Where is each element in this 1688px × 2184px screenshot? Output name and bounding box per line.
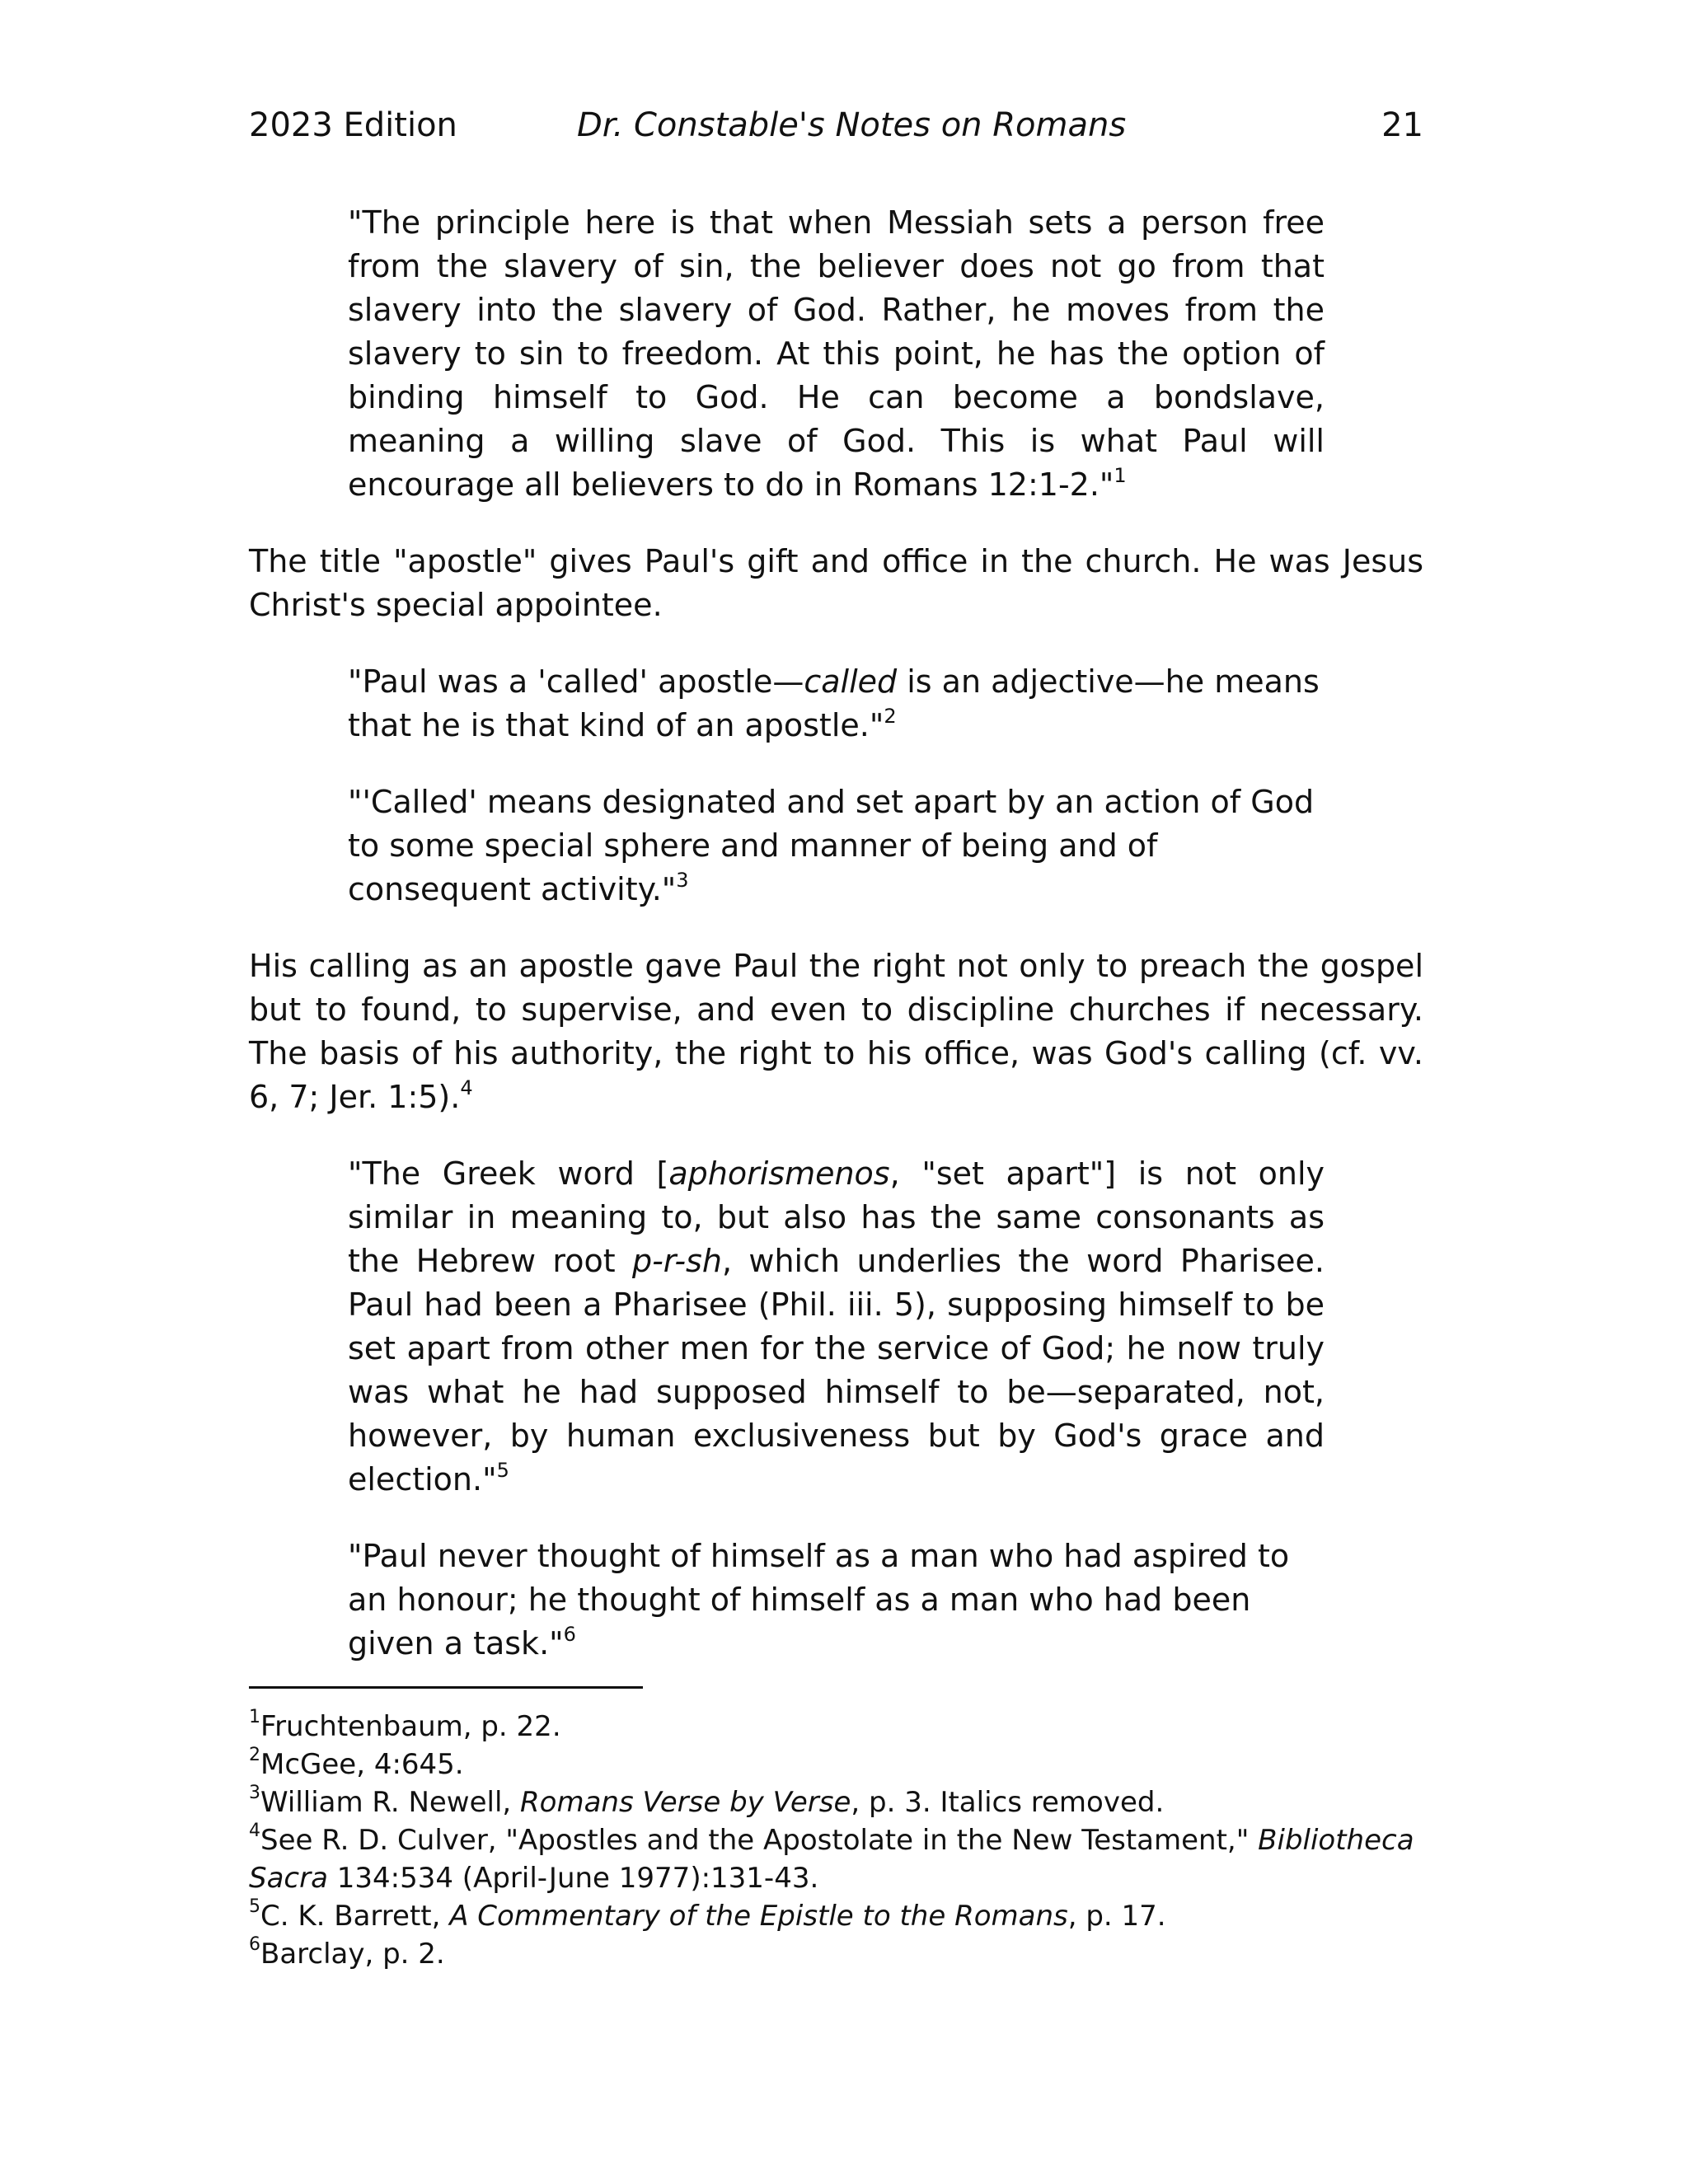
- block-quote-3: [348, 780, 1325, 912]
- footnote-italic-text: A Commentary of the Epistle to the Romans: [449, 1900, 1068, 1933]
- quote-text: is an adjective—he means that he is that kind of an apostle.": [348, 663, 1320, 743]
- footnote-ref: 3: [676, 869, 689, 893]
- footnote-italic-text: Romans Verse by Verse: [520, 1786, 851, 1819]
- footnote-number: 2: [249, 1744, 260, 1765]
- footnote-5: [249, 1897, 1423, 1935]
- footnote-ref: 2: [884, 705, 897, 729]
- quote-italic-text: called: [804, 663, 898, 700]
- footnote-number: 5: [249, 1896, 260, 1917]
- page-header: [249, 102, 1423, 148]
- block-quote-4: [348, 1152, 1325, 1502]
- quote-text: "The Greek word [: [348, 1155, 669, 1192]
- footnote-2: [249, 1746, 1423, 1783]
- block-quote-5: [348, 1535, 1325, 1666]
- paragraph-1: [249, 540, 1423, 627]
- footnote-text: , p. 17.: [1067, 1900, 1166, 1933]
- footnote-ref: 6: [563, 1623, 576, 1647]
- quote-text: "Paul never thought of himself as a man who had aspired to an honour; he thought of himself as a man who had been given a task.": [348, 1538, 1290, 1661]
- footnote-ref: 1: [1114, 464, 1127, 488]
- footnote-text: Barclay, p. 2.: [260, 1938, 445, 1971]
- footnote-number: 1: [249, 1706, 260, 1727]
- quote-text: "The principle here is that when Messiah sets a person free from the slavery of sin, the believer does not go from that slavery into the slavery of God. Rather, he moves from the slavery to sin to freedom. At this point, he has the option of binding himself to God. He can become a bondslave, meaning a willing slave of God. This is what Paul will encourage all believers to do in Romans 12:1-2.": [348, 204, 1325, 503]
- quote-text: , "set apart"] is not only similar in meaning to, but also has the same consonants as the Hebrew root: [348, 1155, 1325, 1279]
- footnotes: [249, 1708, 1423, 1973]
- paragraph-text: His calling as an apostle gave Paul the right not only to preach the gospel but to found, to supervise, and even to discipline churches if necessary. The basis of his authority, the right to his office, was God's calling (cf. vv. 6, 7; Jer. 1:5).: [249, 948, 1423, 1115]
- block-quote-1: [348, 201, 1325, 507]
- footnote-text: C. K. Barrett,: [260, 1900, 450, 1933]
- footnote-italic-text: Bibliotheca Sacra: [249, 1824, 1414, 1895]
- footnote-3: [249, 1783, 1423, 1821]
- footnote-text: McGee, 4:645.: [260, 1748, 464, 1781]
- page-number: 21: [1381, 106, 1423, 144]
- main-text: [249, 201, 1423, 1666]
- footnote-text: See R. D. Culver, "Apostles and the Apostolate in the New Testament,": [260, 1824, 1259, 1857]
- footnote-6: [249, 1935, 1423, 1973]
- quote-text: , which underlies the word Pharisee. Paul had been a Pharisee (Phil. iii. 5), supposing himself to be set apart from other men for the service of God; he now truly was what he had supposed himself to be—separated, not, however, by human exclusiveness but by God's grace and election.": [348, 1243, 1325, 1497]
- document-title: Dr. Constable's Notes on Romans: [577, 106, 1127, 144]
- footnote-number: 6: [249, 1933, 260, 1955]
- edition-label: 2023 Edition: [249, 106, 457, 144]
- footnote-text: Fruchtenbaum, p. 22.: [260, 1710, 561, 1743]
- footnote-number: 4: [249, 1820, 260, 1841]
- paragraph-2: [249, 944, 1423, 1119]
- footnote-1: [249, 1708, 1423, 1746]
- footnote-4: [249, 1821, 1423, 1897]
- block-quote-2: [348, 660, 1325, 748]
- footnote-text: William R. Newell,: [260, 1786, 521, 1819]
- quote-text: "'Called' means designated and set apart by an action of God to some special sphere and manner of being and of consequent activity.": [348, 784, 1315, 907]
- footnote-text: 134:534 (April-June 1977):131-43.: [327, 1862, 819, 1895]
- footnote-divider: [249, 1686, 643, 1689]
- quote-italic-text: aphorismenos: [668, 1155, 890, 1192]
- paragraph-text: The title "apostle" gives Paul's gift and office in the church. He was Jesus Christ's special appointee.: [249, 543, 1423, 623]
- quote-italic-text: p-r-sh: [631, 1243, 722, 1279]
- footnote-ref: 5: [496, 1459, 509, 1483]
- quote-text: "Paul was a 'called' apostle—: [348, 663, 804, 700]
- footnote-text: , p. 3. Italics removed.: [851, 1786, 1165, 1819]
- footnote-number: 3: [249, 1782, 260, 1803]
- footnote-ref: 4: [460, 1076, 473, 1100]
